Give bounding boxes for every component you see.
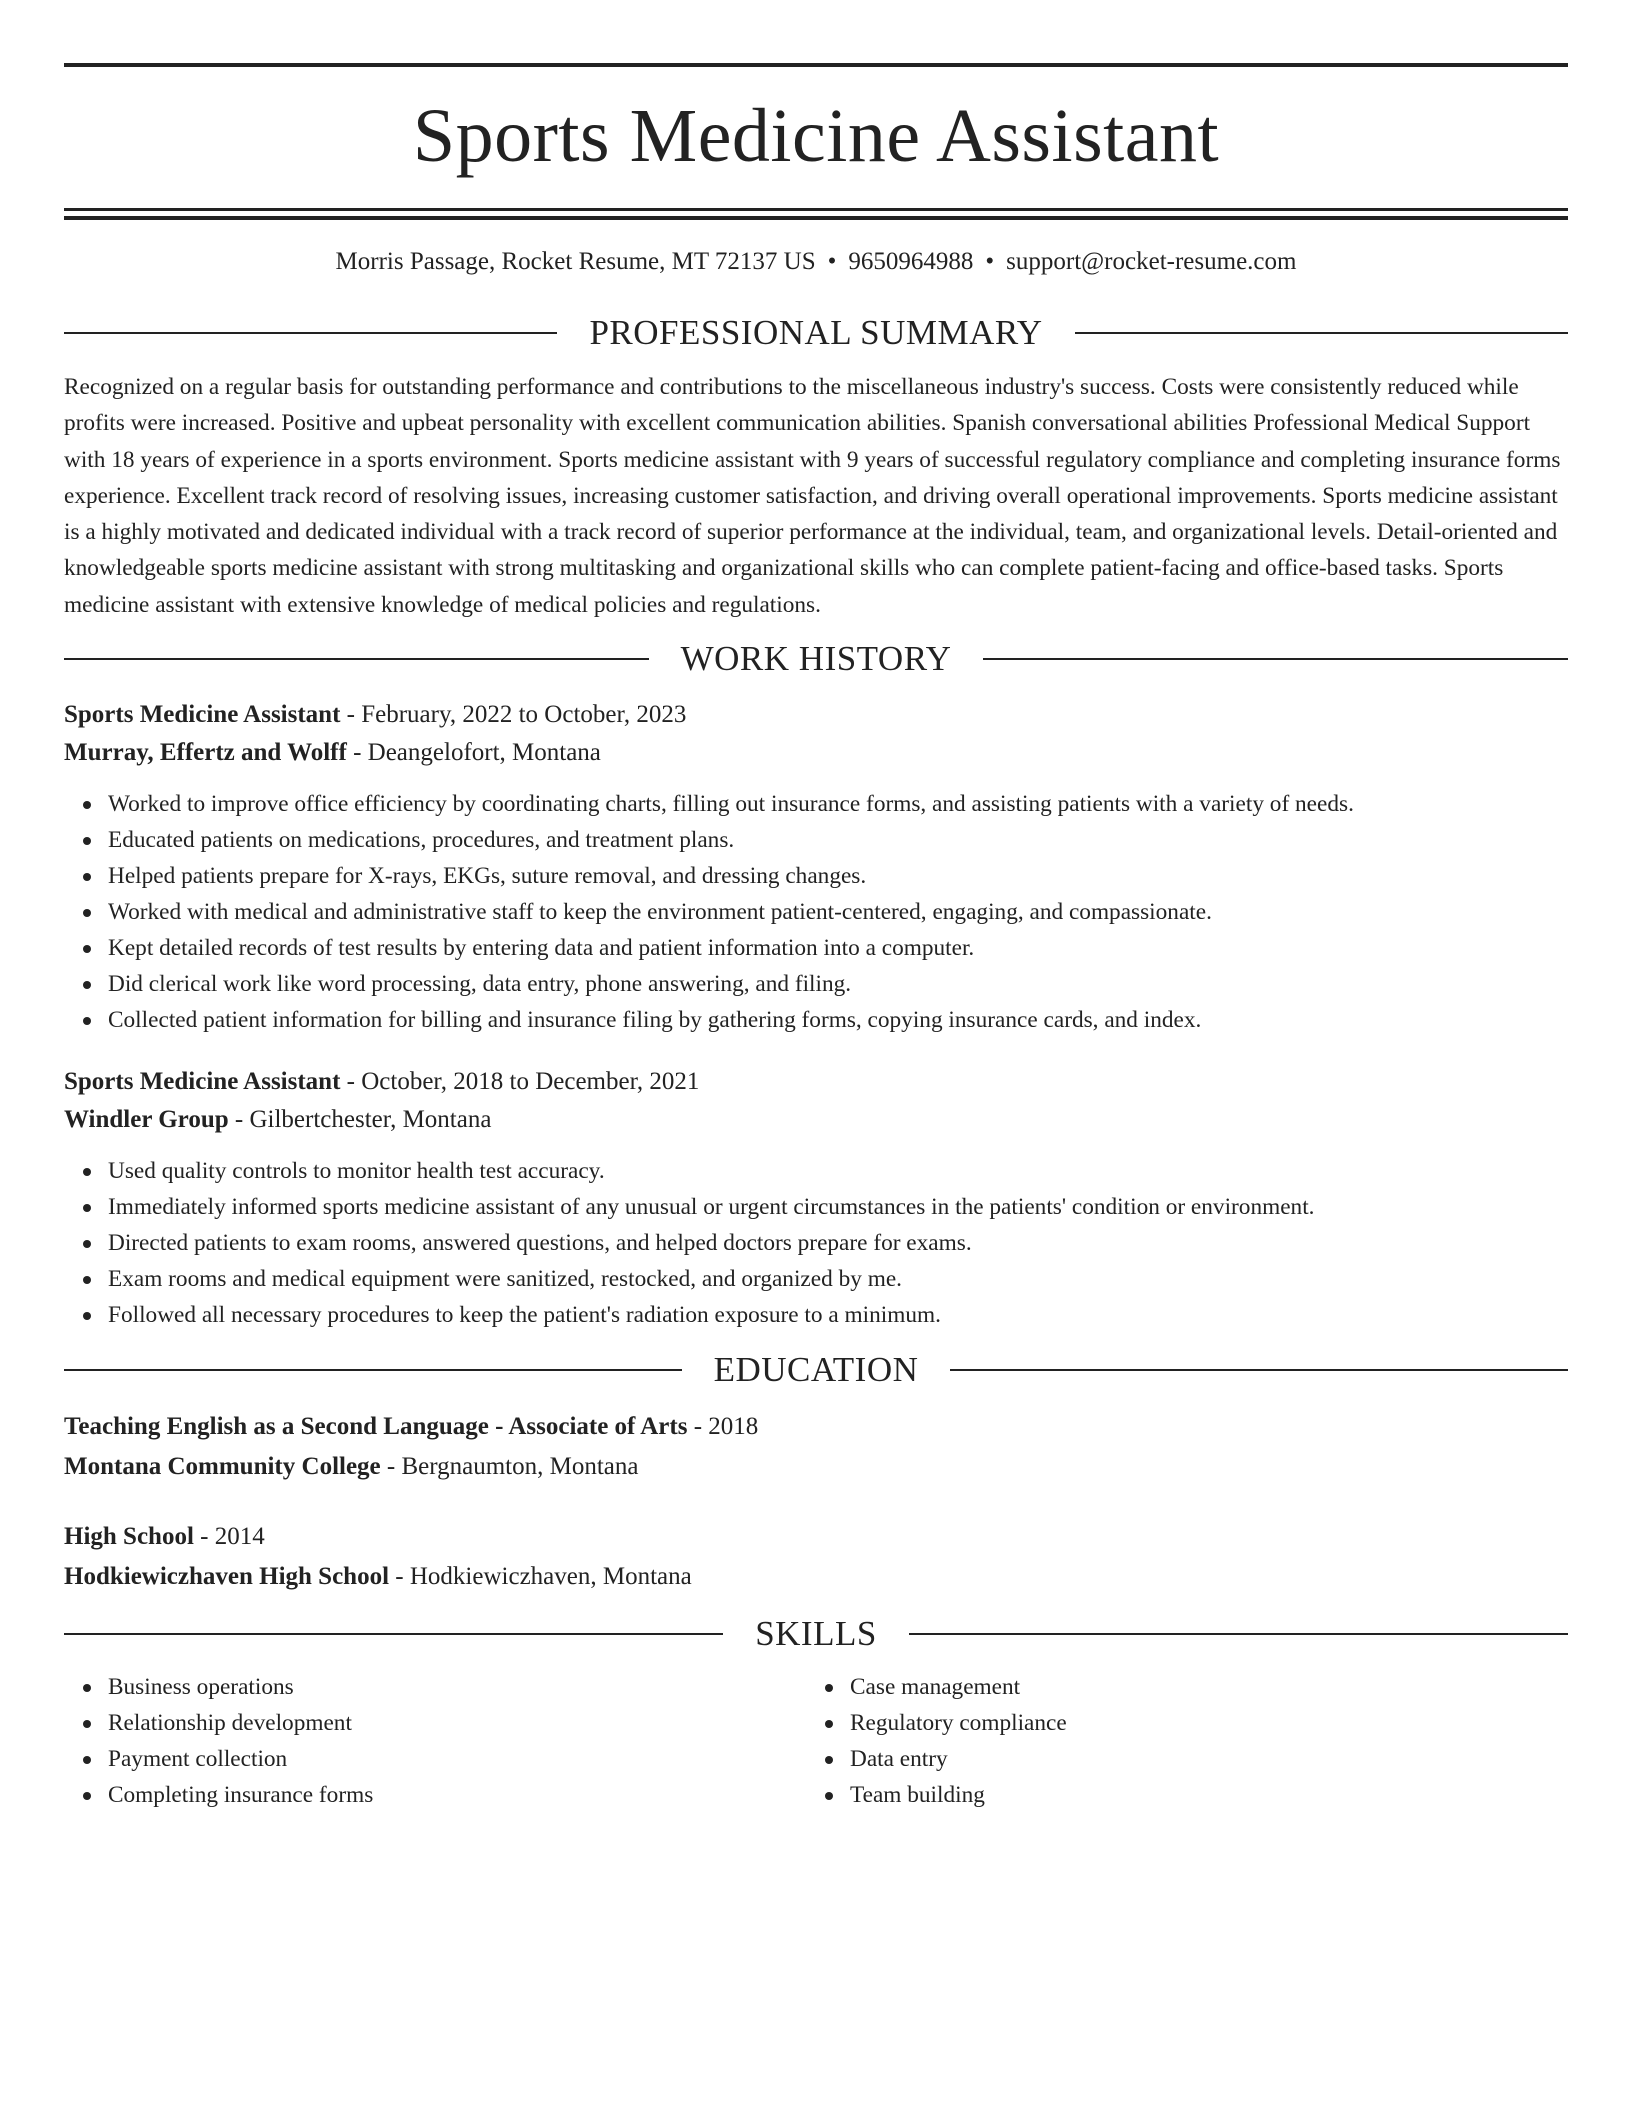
summary-section-title: PROFESSIONAL SUMMARY <box>589 313 1043 352</box>
job-dates: - October, 2018 to December, 2021 <box>340 1068 700 1096</box>
education-school-line <box>64 1557 1568 1597</box>
job-company-line <box>64 734 1568 772</box>
skill-item: Relationship development <box>108 1705 806 1741</box>
top-rule <box>64 63 1568 67</box>
education-section-title: EDUCATION <box>713 1350 919 1390</box>
section-rule <box>950 1369 1568 1371</box>
job-location: - Deangelofort, Montana <box>346 739 601 767</box>
job-role: Sports Medicine Assistant <box>64 701 341 729</box>
job-role: Sports Medicine Assistant <box>64 1068 341 1096</box>
education-degree: High School <box>64 1523 194 1551</box>
job-entry <box>64 696 1568 1038</box>
job-bullet: Educated patients on medications, procedures, and treatment plans. <box>108 822 1568 858</box>
double-rule <box>64 208 1568 220</box>
education-degree-line <box>64 1407 1568 1447</box>
education-year: - 2014 <box>193 1523 265 1551</box>
summary-section-header <box>64 308 1568 358</box>
job-entry <box>64 1063 1568 1333</box>
section-rule <box>909 1633 1568 1635</box>
contact-separator: • <box>827 248 837 275</box>
skills-list <box>64 1669 1568 1813</box>
education-location: - Bergnaumton, Montana <box>380 1453 639 1481</box>
summary-text: Recognized on a regular basis for outstanding performance and contributions to the miscellaneous industry's success. Costs were consistently reduced while profits were increased. Positive and upbeat personality with excellent communication abilities. Spanish conversational abilities Professional Medical Support with 18 years of experience in a sports environment. Sports medicine assistant with 9 years of successful regulatory compliance and completing insurance forms experience. Excellent track record of resolving issues, increasing customer satisfaction, and driving overall operational improvements. Sports medicine assistant is a highly motivated and dedicated individual with a track record of superior performance at the individual, team, and organizational levels. Detail-oriented and knowledgeable sports medicine assistant with strong multitasking and organizational skills who can complete patient-facing and office-based tasks. Sports medicine assistant with extensive knowledge of medical policies and regulations. <box>64 374 1561 618</box>
job-company-line <box>64 1101 1568 1139</box>
section-rule <box>64 658 649 660</box>
job-bullet: Exam rooms and medical equipment were sanitized, restocked, and organized by me. <box>108 1261 1568 1297</box>
education-entry <box>64 1517 1568 1597</box>
job-bullet: Directed patients to exam rooms, answered questions, and helped doctors prepare for exams. <box>108 1225 1568 1261</box>
contact-phone[interactable]: 9650964988 <box>848 248 974 275</box>
skill-item: Regulatory compliance <box>850 1705 1548 1741</box>
section-rule <box>1075 332 1568 334</box>
skills-section-title: SKILLS <box>755 1614 877 1654</box>
education-section-header <box>64 1345 1568 1395</box>
job-bullet: Worked to improve office efficiency by coordinating charts, filling out insurance forms, and assisting patients with a variety of needs. <box>108 786 1568 822</box>
section-rule <box>64 332 557 334</box>
job-bullet: Immediately informed sports medicine assistant of any unusual or urgent circumstances in the patients' condition or environment. <box>108 1189 1568 1225</box>
job-bullet: Worked with medical and administrative staff to keep the environment patient-centered, engaging, and compassionate. <box>108 894 1568 930</box>
contact-line <box>64 246 1568 278</box>
skill-item: Case management <box>850 1669 1548 1705</box>
resume-name: Sports Medicine Assistant <box>412 94 1220 178</box>
work-section-header <box>64 634 1568 684</box>
job-bullets <box>64 1153 1568 1333</box>
job-title-line <box>64 1063 1568 1101</box>
education-entry <box>64 1407 1568 1487</box>
job-bullet: Kept detailed records of test results by entering data and patient information into a computer. <box>108 930 1568 966</box>
skills-section-header <box>64 1609 1568 1659</box>
job-title-line <box>64 696 1568 734</box>
skill-item: Completing insurance forms <box>108 1777 806 1813</box>
job-bullet: Helped patients prepare for X-rays, EKGs, suture removal, and dressing changes. <box>108 858 1568 894</box>
skills-column-right <box>806 1669 1548 1813</box>
job-dates: - February, 2022 to October, 2023 <box>340 701 687 729</box>
education-school: Montana Community College <box>64 1453 381 1481</box>
section-rule <box>983 658 1568 660</box>
job-bullet: Did clerical work like word processing, data entry, phone answering, and filing. <box>108 966 1568 1002</box>
skill-item: Team building <box>850 1777 1548 1813</box>
job-bullet: Followed all necessary procedures to keep the patient's radiation exposure to a minimum. <box>108 1297 1568 1333</box>
skill-item: Payment collection <box>108 1741 806 1777</box>
job-company: Murray, Effertz and Wolff <box>64 739 347 767</box>
education-school-line <box>64 1447 1568 1487</box>
section-rule <box>64 1633 723 1635</box>
education-degree: Teaching English as a Second Language - Associate of Arts <box>64 1413 688 1441</box>
education-location: - Hodkiewiczhaven, Montana <box>389 1563 692 1591</box>
job-company: Windler Group <box>64 1106 229 1134</box>
job-bullet: Used quality controls to monitor health test accuracy. <box>108 1153 1568 1189</box>
job-location: - Gilbertchester, Montana <box>228 1106 492 1134</box>
work-section-title: WORK HISTORY <box>680 639 952 679</box>
job-bullets <box>64 786 1568 1038</box>
skill-item: Data entry <box>850 1741 1548 1777</box>
section-rule <box>64 1369 682 1371</box>
skill-item: Business operations <box>108 1669 806 1705</box>
education-year: - 2018 <box>687 1413 759 1441</box>
education-school: Hodkiewiczhaven High School <box>64 1563 390 1591</box>
contact-separator: • <box>985 248 995 275</box>
job-bullet: Collected patient information for billing and insurance filing by gathering forms, copying insurance cards, and index. <box>108 1002 1568 1038</box>
contact-email[interactable]: support@rocket-resume.com <box>1006 248 1297 275</box>
skills-column-left <box>64 1669 806 1813</box>
contact-address: Morris Passage, Rocket Resume, MT 72137 US <box>335 248 816 275</box>
education-degree-line <box>64 1517 1568 1557</box>
